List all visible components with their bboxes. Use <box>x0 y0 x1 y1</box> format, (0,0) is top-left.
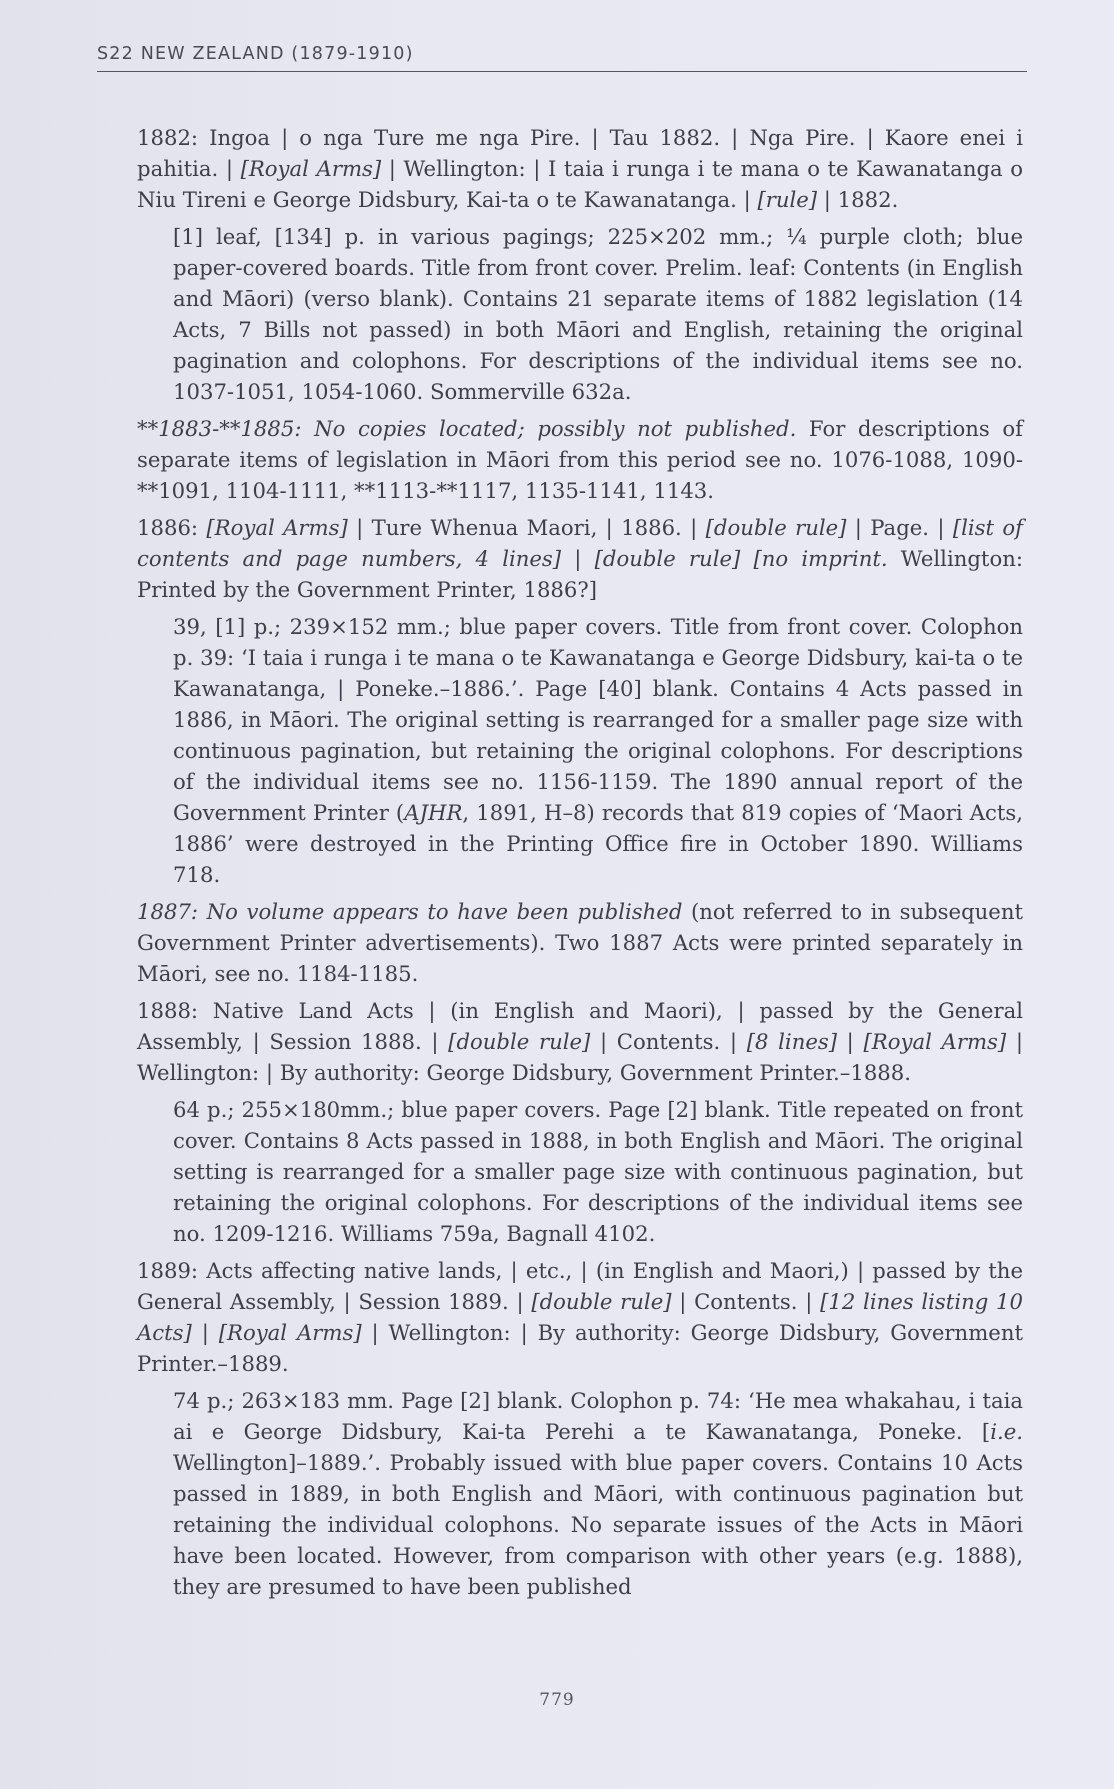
text-segment: | Wellington: | By authority: George Didsbury, Government Printer.–1889. <box>137 1320 1023 1376</box>
entry-description: 64 p.; 255×180mm.; blue paper covers. Page [2] blank. Title repeated on front cover. Contains 8 Acts passed in 1888, in both English and Māori. The original setting is rearranged for a smaller page size with continuous pagination, but retaining the original colophons. For descriptions of the individual items see no. 1209-1216. Williams 759a, Bagnall 4102. <box>173 1097 1023 1246</box>
text-segment: | Ture Whenua Maori, | 1886. | <box>347 515 706 540</box>
text-segment: , 1891, H–8) records that 819 copies of ‘Maori Acts, 1886’ were destroyed in the Printing Office fire in October 1890. Williams 718. <box>173 800 1023 887</box>
entry-heading <box>137 413 1023 506</box>
text-segment: 39, [1] p.; 239×152 mm.; blue paper covers. Title from front cover. Colophon p. 39: ‘I taia i runga i te mana o te Kawanatanga e George Didsbury, kai-ta o te Kawanatanga, | Poneke.–1886.’. Page [40] blank. Contains 4 Acts passed in 1886, in Māori. The original setting is rearranged for a smaller page size with continuous pagination, but retaining the original colophons. For descriptions of the individual items see no. 1156-1159. The 1890 annual report of the Government Printer ( <box>173 614 1023 825</box>
text-segment: | <box>837 1029 864 1054</box>
text-segment: | <box>191 1320 219 1345</box>
italic-segment: [8 lines] <box>746 1029 838 1054</box>
text-segment: 74 p.; 263×183 mm. Page [2] blank. Colophon p. 74: ‘He mea whakahau, i taia ai e George Didsbury, Kai-ta Perehi a te Kawanatanga, Poneke. [ <box>173 1388 1023 1444</box>
text-segment: 1888: Native Land Acts | (in English and Maori), | passed by the General Assembly, | Session 1888. | <box>137 998 1023 1054</box>
text-segment: (not referred to in subsequent Government Printer advertisements). Two 1887 Acts were printed separately in Māori, see no. 1184-1185. <box>137 899 1024 986</box>
running-head: S22 NEW ZEALAND (1879-1910) <box>97 44 414 64</box>
entry-heading <box>137 995 1023 1088</box>
italic-segment: [Royal Arms] <box>206 515 348 540</box>
text-segment: Wellington: Printed by the Government Printer, 1886?] <box>137 546 1023 602</box>
entry-heading <box>137 512 1023 605</box>
text-segment: | Page. | <box>846 515 953 540</box>
italic-segment: [double rule] <box>705 515 847 540</box>
entry-description <box>137 1385 1023 1602</box>
text-segment: | Wellington: | By authority: George Didsbury, Government Printer.–1888. <box>137 1029 1023 1085</box>
italic-segment: [double rule] <box>594 546 741 571</box>
italic-segment: [Royal Arms] <box>863 1029 1007 1054</box>
italic-segment: **1883-**1885: No copies located; possibly not published. <box>137 416 797 441</box>
body-text <box>137 122 1023 1608</box>
text-segment: | <box>561 546 595 571</box>
italic-segment: [Royal Arms] <box>240 156 382 181</box>
text-segment: 1882: Ingoa | o nga Ture me nga Pire. | Tau 1882. | Nga Pire. | Kaore enei i pahitia. | <box>137 125 1023 181</box>
italic-segment: [no imprint. <box>753 546 888 571</box>
italic-segment: [double rule] <box>531 1289 672 1314</box>
entry-heading <box>137 1255 1023 1379</box>
text-segment: | 1882. <box>817 187 899 212</box>
italic-segment: i.e. <box>990 1419 1023 1444</box>
text-segment: 1889: Acts affecting native lands, | etc., | (in English and Maori,) | passed by the General Assembly, | Session 1889. | <box>137 1258 1023 1314</box>
italic-segment: AJHR <box>404 800 463 825</box>
italic-segment: [double rule] <box>448 1029 591 1054</box>
italic-segment: [12 lines listing 10 Acts] <box>137 1289 1023 1345</box>
text-segment: 1886: <box>137 515 207 540</box>
italic-segment: [list of contents and page numbers, 4 lines] <box>137 515 1024 571</box>
italic-segment: [rule] <box>757 187 818 212</box>
page-number: 779 <box>539 1690 575 1710</box>
text-segment: Wellington]–1889.’. Probably issued with blue paper covers. Contains 10 Acts passed in 1889, in both English and Māori, with continuous pagination but retaining the individual colophons. No separate issues of the Acts in Māori have been located. However, from comparison with other years (e.g. 1888), they are presumed to have been published <box>173 1450 1023 1599</box>
text-segment: | Contents. | <box>590 1029 747 1054</box>
italic-segment: [Royal Arms] <box>218 1320 362 1345</box>
entry-heading <box>137 896 1023 989</box>
text-segment: | Wellington: | I taia i runga i te mana o te Kawanatanga o Niu Tireni e George Didsbury, Kai-ta o te Kawanatanga. | <box>137 156 1023 212</box>
entry-heading <box>137 122 1023 215</box>
text-segment: For descriptions of separate items of legislation in Māori from this period see no. 1076-1088, 1090-**1091, 1104-1111, **1113-**1117, 1135-1141, 1143. <box>137 416 1024 503</box>
entry-description <box>137 611 1023 890</box>
header-rule <box>97 71 1027 72</box>
italic-segment: 1887: No volume appears to have been published <box>137 899 683 924</box>
entry-description: [1] leaf, [134] p. in various pagings; 225×202 mm.; ¼ purple cloth; blue paper-covered boards. Title from front cover. Prelim. leaf: Contents (in English and Māori) (verso blank). Contains 21 separate items of 1882 legislation (14 Acts, 7 Bills not passed) in both Māori and English, retaining the original pagination and colophons. For descriptions of the individual items see no. 1037-1051, 1054-1060. Sommerville 632a. <box>173 224 1023 404</box>
text-segment <box>740 546 753 571</box>
text-segment: | Contents. | <box>671 1289 821 1314</box>
